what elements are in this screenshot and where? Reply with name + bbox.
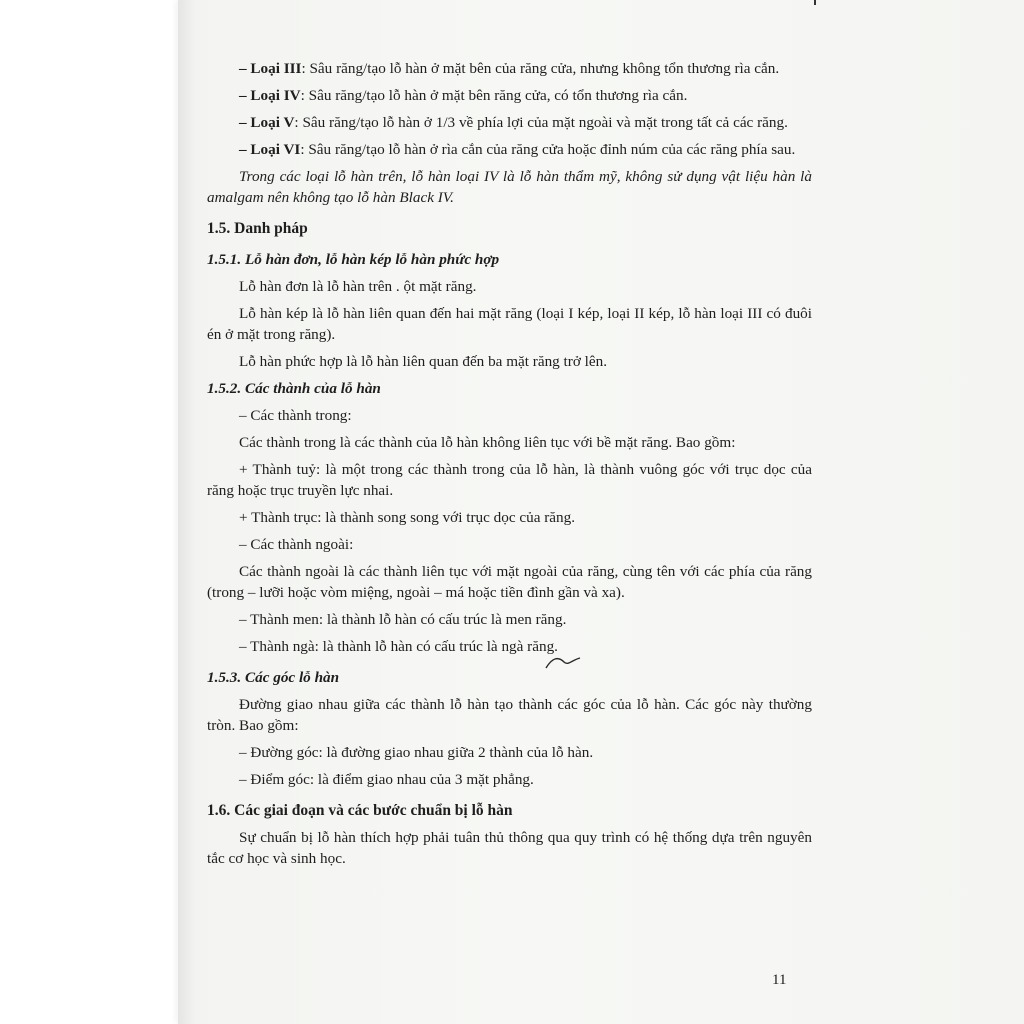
paragraph: – Thành ngà: là thành lỗ hàn có cấu trúc là ngà răng. bbox=[239, 638, 558, 655]
page-gutter-shadow bbox=[178, 0, 196, 1024]
paragraph: Lỗ hàn kép là lỗ hàn liên quan đến hai mặt răng (loại I kép, loại II kép, lỗ hàn loại III có đuôi én ở mặt trong răng). bbox=[207, 305, 812, 343]
page-body bbox=[207, 58, 812, 869]
paragraph: + Thành trục: là thành song song với trục dọc của răng. bbox=[239, 509, 576, 526]
subsection-heading-1-5-2: 1.5.2. Các thành của lỗ hàn bbox=[207, 380, 381, 397]
paragraph: + Thành tuỷ: là một trong các thành trong của lỗ hàn, là thành vuông góc với trục dọc của răng hoặc trục truyền lực nhai. bbox=[207, 461, 812, 499]
paragraph: Sự chuẩn bị lỗ hàn thích hợp phải tuân thủ thông qua quy trình có hệ thống dựa trên nguyên tắc cơ học và sinh học. bbox=[207, 829, 812, 867]
paragraph: Lỗ hàn phức hợp là lỗ hàn liên quan đến ba mặt răng trở lên. bbox=[239, 353, 608, 370]
paragraph: Các thành ngoài là các thành liên tục với mặt ngoài của răng, cùng tên với các phía của răng (trong – lưỡi hoặc vòm miệng, ngoài – má hoặc tiền đình gần và xa). bbox=[207, 563, 812, 601]
subsection-heading-1-5-1: 1.5.1. Lỗ hàn đơn, lỗ hàn kép lỗ hàn phức hợp bbox=[207, 251, 500, 268]
class-vi-item: – Loại VI: Sâu răng/tạo lỗ hàn ở rìa cắn của răng cửa hoặc đỉnh núm của các răng phía sau. bbox=[239, 141, 796, 158]
paragraph: – Điểm góc: là điểm giao nhau của 3 mặt phẳng. bbox=[239, 771, 534, 788]
paragraph: – Các thành ngoài: bbox=[239, 536, 354, 553]
class-iv-item: – Loại IV: Sâu răng/tạo lỗ hàn ở mặt bên răng cửa, có tổn thương rìa cắn. bbox=[239, 87, 688, 104]
paragraph: – Đường góc: là đường giao nhau giữa 2 thành của lỗ hàn. bbox=[239, 744, 594, 761]
italic-note: Trong các loại lỗ hàn trên, lỗ hàn loại IV là lỗ hàn thẩm mỹ, không sử dụng vật liệu hàn là amalgam nên không tạo lỗ hàn Black IV. bbox=[207, 168, 812, 206]
class-v-item: – Loại V: Sâu răng/tạo lỗ hàn ở 1/3 về phía lợi của mặt ngoài và mặt trong tất cả các răng. bbox=[239, 114, 788, 131]
section-heading-1-5: 1.5. Danh pháp bbox=[207, 220, 308, 237]
page-number: 11 bbox=[772, 972, 787, 988]
paragraph: Đường giao nhau giữa các thành lỗ hàn tạo thành các góc của lỗ hàn. Các góc này thường tròn. Bao gồm: bbox=[207, 696, 812, 734]
paragraph: Các thành trong là các thành của lỗ hàn không liên tục với bề mặt răng. Bao gồm: bbox=[239, 434, 736, 451]
paragraph: – Thành men: là thành lỗ hàn có cấu trúc là men răng. bbox=[239, 611, 567, 628]
pen-stroke-mark bbox=[544, 652, 584, 676]
class-iii-item: – Loại III: Sâu răng/tạo lỗ hàn ở mặt bên của răng cửa, nhưng không tổn thương rìa cắn. bbox=[239, 60, 780, 77]
paragraph: Lỗ hàn đơn là lỗ hàn trên . ột mặt răng. bbox=[239, 278, 477, 295]
paragraph: – Các thành trong: bbox=[239, 407, 352, 424]
subsection-heading-1-5-3: 1.5.3. Các góc lỗ hàn bbox=[207, 669, 340, 686]
section-heading-1-6: 1.6. Các giai đoạn và các bước chuẩn bị lỗ hàn bbox=[207, 802, 513, 819]
corner-mark bbox=[814, 0, 816, 5]
